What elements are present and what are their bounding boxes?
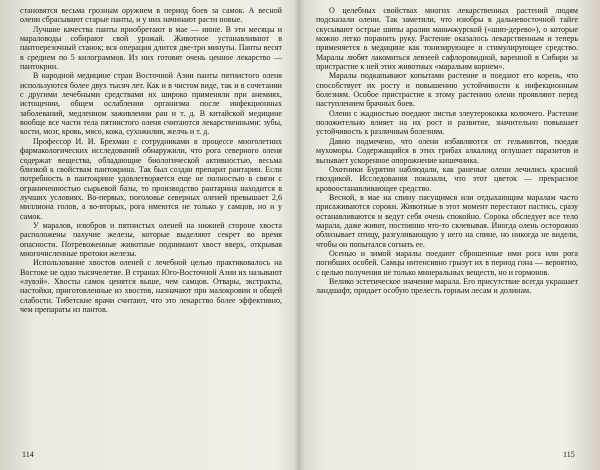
right-page xyxy=(316,6,578,464)
right-paragraph-2: Маралы подкапывают копытами растение и поедают его корень, что способствует их росту и повышению устойчивости к инфекционным болезням. Особое пристрастие к этому растению олени проявляют перед наступлением брачных боев. xyxy=(316,71,578,109)
left-page xyxy=(20,6,282,464)
right-paragraph-3: Олени с жадностью поедают листья элеутерококка колючего. Растение положительно влияет на их рост и развитие, значительно повышает устойчивость к различным болезням. xyxy=(316,108,578,137)
right-paragraph-6: Весной, в мае на спину пасущимся или отдыхающим маралам часто присаживаются сороки. Животные в этот момент перестают пастись, сразу останавливаются и ведут себя очень спокойно. Сорока обследует все тело марала, даже живот, постоянно что-то склевывая. Иногда олень осторожно облизывает птицу, разгуливающую у него на спине, но никогда не видели, чтобы он попытался согнать ее. xyxy=(316,192,578,249)
left-paragraph-5: У маралов, изюбров и пятнистых оленей на нижней стороне хвоста расположены пахучие железы, которые выделяют секрет во время опасности. Потревоженные животные поднимают хвост вверх, открывая многочисленные протоки железы. xyxy=(20,220,282,258)
left-page-number: 114 xyxy=(22,450,34,459)
left-paragraph-6: Использование хвостов оленей с лечебной целью практиковалось на Востоке не одно тысячелетие. В странах Юго-Восточной Азии их называют «лувэй». Хвосты самок ценятся выше, чем самцов. Отвары, экстракты, настойки, приготовленные из хвостов, назначают при малокровии и общей слабости. Тибетские врачи считают, что это лекарство более эффективно, чем препараты из пантов. xyxy=(20,258,282,314)
right-paragraph-4: Давно подмечено, что олени избавляются от гельминтов, поедая мухоморы. Содержащийся в этих грибах алкалоид оглушает паразитов и вызывает ускоренное опорожнение кишечника. xyxy=(316,136,578,165)
right-paragraph-7: Осенью и зимой маралы поедают сброшенные ими рога или рога погибших особей. Самцы интенсивно грызут их в период гона — вероятно, с целью получения не только минеральных веществ, но и гормонов. xyxy=(316,248,578,277)
right-paragraph-1: О целебных свойствах многих лекарственных растений людям подсказали олени. Так заметили, что изюбры в дальневосточной тайге скусывают острые шипы аралии маньчжурской («шип-дерево»), о которые можно легко поранить руку. Растение оказалось лекарственным и теперь применяется в медицине как тонизирующее и стимулирующее средство. Маралы любят лакомиться левзеей сафлоровидной, варенной в Сибири за пристрастие к ней этих животных «маральим корнем». xyxy=(316,6,578,72)
left-paragraph-4: Профессор И. И. Брехман с сотрудниками в процессе многолетних фармакологических исследований обнаружили, что рога северного оленя содержат вещества, обладающие биологической активностью, весьма близкой к свойствам пантокрина. Так был создан препарат рантарин. Если потребность в пантокрине удовлетворяется еще не полностью в связи с ограниченностью сырьевой базы, то производство рантарина находится в лучших условиях. Во-первых, поголовье северных оленей превышает 2,6 миллиона голов, а во-вторых, рога имеются не только у самцов, но и у самок. xyxy=(20,136,282,221)
book-gutter xyxy=(294,0,304,470)
left-paragraph-2: Лучшие качества панты приобретают в мае — июне. В эти месяцы и мараловоды собирают свой урожай. Животное устанавливают в пантоерезочный станок; вся операция длится две-три минуты. Панты весят в среднем по 5 килограммов. Из них готовят очень ценное лекарство — пантокрин. xyxy=(20,24,282,72)
right-page-number: 115 xyxy=(563,450,575,459)
left-paragraph-1: становятся весьма грозным оружием в период боев за самок. А весной олени сбрасывают старые панты, и у них начинают расти новые. xyxy=(20,6,282,25)
right-paragraph-8: Велико эстетическое значение марала. Его присутствие всегда украшает ландшафт, придает особую прелесть горным лесам и долинам. xyxy=(316,276,578,296)
left-paragraph-3: В народной медицине стран Восточной Азии панты пятнистого оленя используются более двух тысяч лет. Как и в чистом виде, так и в сочетании с другими лечебными средствами их широко применяли при анемиях, истощении, общем ослаблении организма после инфекционных заболеваний, медленном заживлении ран и т. д. В китайской медицине вообще все части тела пятнистого оленя считаются лекарственными: зубы, кости, мозг, кровь, мясо, кожа, сухожилия, желчь и т. д. xyxy=(20,71,282,137)
right-paragraph-5: Охотники Бурятии наблюдали, как раненые олени лечились красной гвоздикой. Исследования показали, что этот цветок — прекрасное кровоостанавливающее средство. xyxy=(316,164,578,193)
